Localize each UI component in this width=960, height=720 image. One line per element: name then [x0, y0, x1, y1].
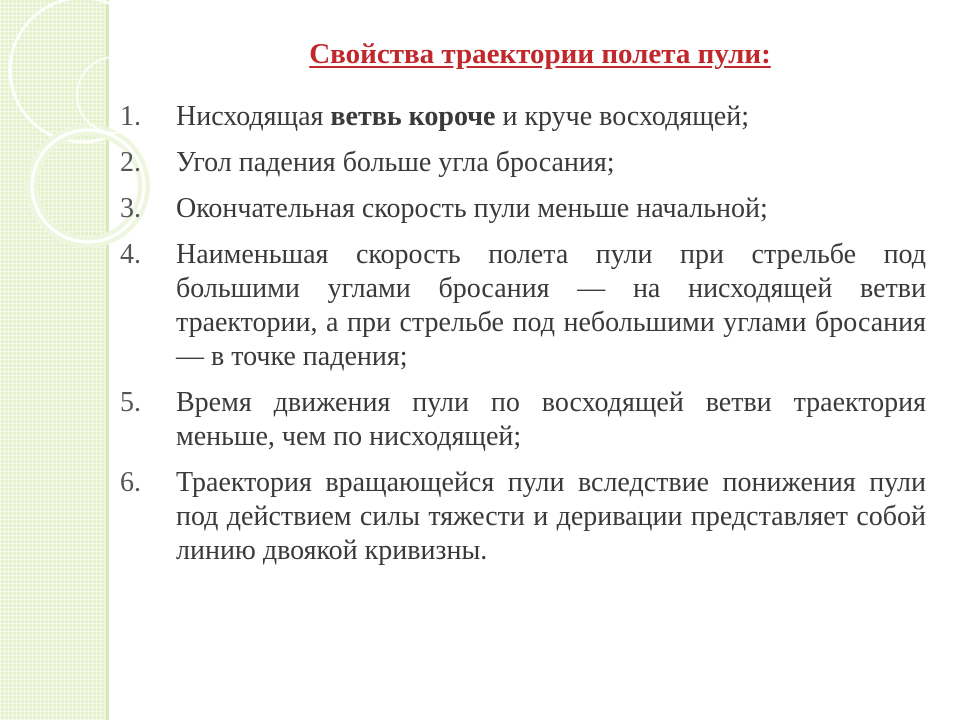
item-text: Окончательная скорость пули меньше начальной;	[176, 193, 768, 224]
list-item	[120, 238, 926, 374]
item-text: Угол падения больше угла бросания;	[176, 147, 615, 178]
decorative-side-band	[0, 0, 106, 720]
list-item	[120, 192, 926, 226]
item-number: 6.	[120, 467, 141, 498]
item-text-start: Нисходящая	[176, 101, 331, 132]
list-item	[120, 466, 926, 568]
item-text: Наименьшая скорость полета пули при стрельбе под большими углами бросания — на нисходящей ветви траектории, а при стрельбе под небольшими углами бросания— в точке падения;	[176, 239, 926, 372]
item-text-bold: ветвь короче	[330, 101, 496, 132]
item-number: 1.	[120, 101, 141, 132]
list-item	[120, 146, 926, 180]
item-text: Время движения пули по восходящей ветви траектория меньше, чем по нисходящей;	[176, 387, 926, 452]
item-text	[176, 100, 926, 134]
item-text: Траектория вращающейся пули вследствие понижения пули под действием силы тяжести и деривации представляет собой линию двоякой кривизны.	[176, 467, 926, 566]
side-band-edge	[106, 0, 109, 720]
item-number: 3.	[120, 193, 141, 224]
item-number: 2.	[120, 147, 141, 178]
list-item	[120, 100, 926, 134]
item-text-end: и круче восходящей;	[495, 101, 749, 132]
list-item	[120, 386, 926, 454]
item-number: 5.	[120, 387, 141, 418]
slide-title: Свойства траектории полета пули:	[309, 38, 771, 70]
properties-list	[120, 100, 926, 580]
item-number: 4.	[120, 239, 141, 270]
